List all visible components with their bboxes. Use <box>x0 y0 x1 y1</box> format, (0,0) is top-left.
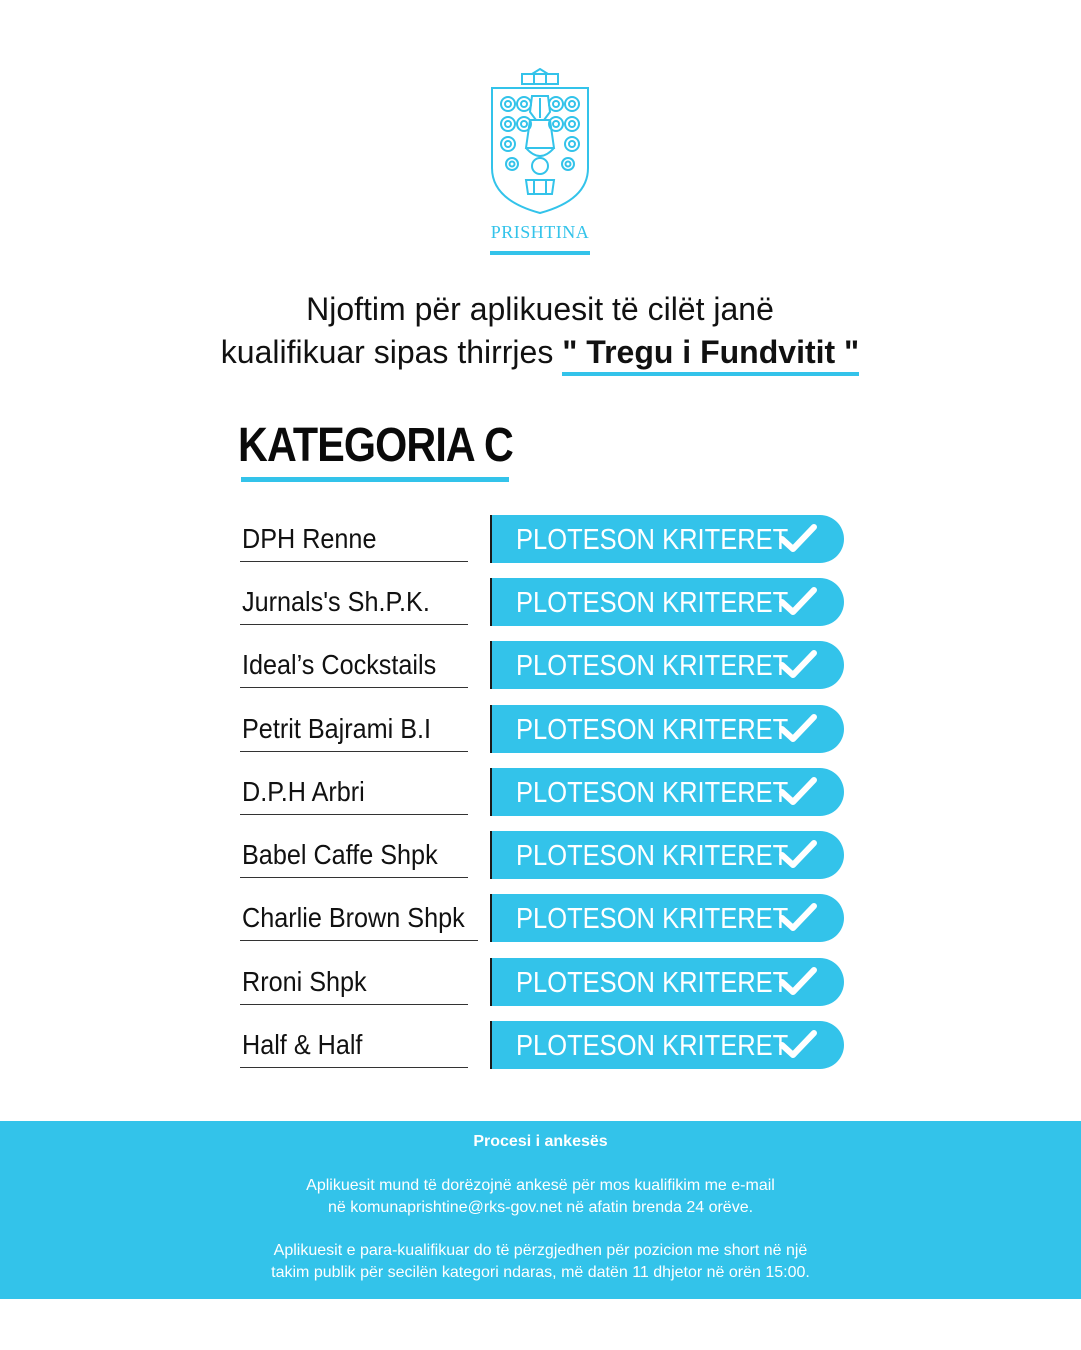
announcement-heading <box>140 288 940 376</box>
heading-highlight <box>562 334 859 376</box>
status-text: PLOTESON KRITERET <box>516 840 789 872</box>
applicant-row <box>240 641 850 689</box>
checkmark-icon <box>778 839 818 869</box>
status-text: PLOTESON KRITERET <box>516 587 789 619</box>
status-badge <box>490 641 844 689</box>
logo-underline <box>490 251 590 255</box>
applicant-name: D.P.H Arbri <box>242 776 365 807</box>
footer-p1-line1: Aplikuesit mund të dorëzojnë ankesë për mos kualifikim me e-mail <box>306 1177 775 1194</box>
status-text: PLOTESON KRITERET <box>516 650 789 682</box>
status-badge <box>490 705 844 753</box>
quote-close: " <box>835 334 860 370</box>
status-text: PLOTESON KRITERET <box>516 714 789 746</box>
footer-p1-line2: në komunaprishtine@rks-gov.net në afatin brenda 24 orëve. <box>327 1199 754 1216</box>
applicant-row <box>240 958 850 1006</box>
applicant-row <box>240 894 850 942</box>
checkmark-icon <box>778 649 818 679</box>
applicant-name: DPH Renne <box>242 523 377 554</box>
applicant-name: Half & Half <box>242 1029 363 1060</box>
status-badge <box>490 515 844 563</box>
heading-line-2 <box>140 331 940 376</box>
logo-text: PRISHTINA <box>490 222 590 242</box>
appeal-process-footer <box>0 1121 1081 1299</box>
heading-line-2-prefix: kualifikuar sipas thirrjes <box>220 334 563 370</box>
footer-title: Procesi i ankesës <box>473 1133 608 1150</box>
heading-line-1: Njoftim për aplikuesit të cilët janë <box>306 291 774 327</box>
status-text: PLOTESON KRITERET <box>516 967 789 999</box>
divider <box>240 940 478 941</box>
divider <box>240 877 468 878</box>
divider <box>240 814 468 815</box>
applicant-name: Babel Caffe Shpk <box>242 839 438 870</box>
divider <box>240 561 468 562</box>
status-badge <box>490 831 844 879</box>
applicant-row <box>240 1021 850 1069</box>
status-badge <box>490 1021 844 1069</box>
checkmark-icon <box>778 523 818 553</box>
checkmark-icon <box>778 776 818 806</box>
divider <box>240 751 468 752</box>
status-badge <box>490 958 844 1006</box>
divider <box>240 624 468 625</box>
checkmark-icon <box>778 902 818 932</box>
category-title: KATEGORIA C <box>238 419 513 472</box>
applicant-name: Jurnals's Sh.P.K. <box>242 586 430 617</box>
footer-p2-line1: Aplikuesit e para-kualifikuar do të përzgjedhen për pozicion me short në një <box>273 1242 808 1259</box>
status-badge <box>490 578 844 626</box>
divider <box>240 1004 468 1005</box>
status-text: PLOTESON KRITERET <box>516 903 789 935</box>
divider <box>240 1067 468 1068</box>
applicant-row <box>240 515 850 563</box>
status-text: PLOTESON KRITERET <box>516 1030 789 1062</box>
status-badge <box>490 768 844 816</box>
divider <box>240 687 468 688</box>
checkmark-icon <box>778 586 818 616</box>
checkmark-icon <box>778 966 818 996</box>
applicant-name: Rroni Shpk <box>242 966 367 997</box>
status-text: PLOTESON KRITERET <box>516 777 789 809</box>
quote-open: " <box>562 334 587 370</box>
checkmark-icon <box>778 713 818 743</box>
status-text: PLOTESON KRITERET <box>516 524 789 556</box>
footer-p2-line2: takim publik për secilën kategori ndaras, më datën 11 dhjetor në orën 15:00. <box>271 1264 810 1281</box>
footer-paragraph-2 <box>0 1240 1081 1284</box>
status-badge <box>490 894 844 942</box>
applicant-row <box>240 705 850 753</box>
footer-paragraph-1 <box>0 1175 1081 1219</box>
applicant-name: Charlie Brown Shpk <box>242 902 465 933</box>
applicant-row <box>240 831 850 879</box>
applicant-name: Ideal’s Cockstails <box>242 649 437 680</box>
applicant-row <box>240 578 850 626</box>
applicant-name: Petrit Bajrami B.I <box>242 713 432 744</box>
category-underline <box>241 477 509 482</box>
applicant-row <box>240 768 850 816</box>
checkmark-icon <box>778 1029 818 1059</box>
heading-highlight-text: Tregu i Fundvitit <box>586 334 836 370</box>
